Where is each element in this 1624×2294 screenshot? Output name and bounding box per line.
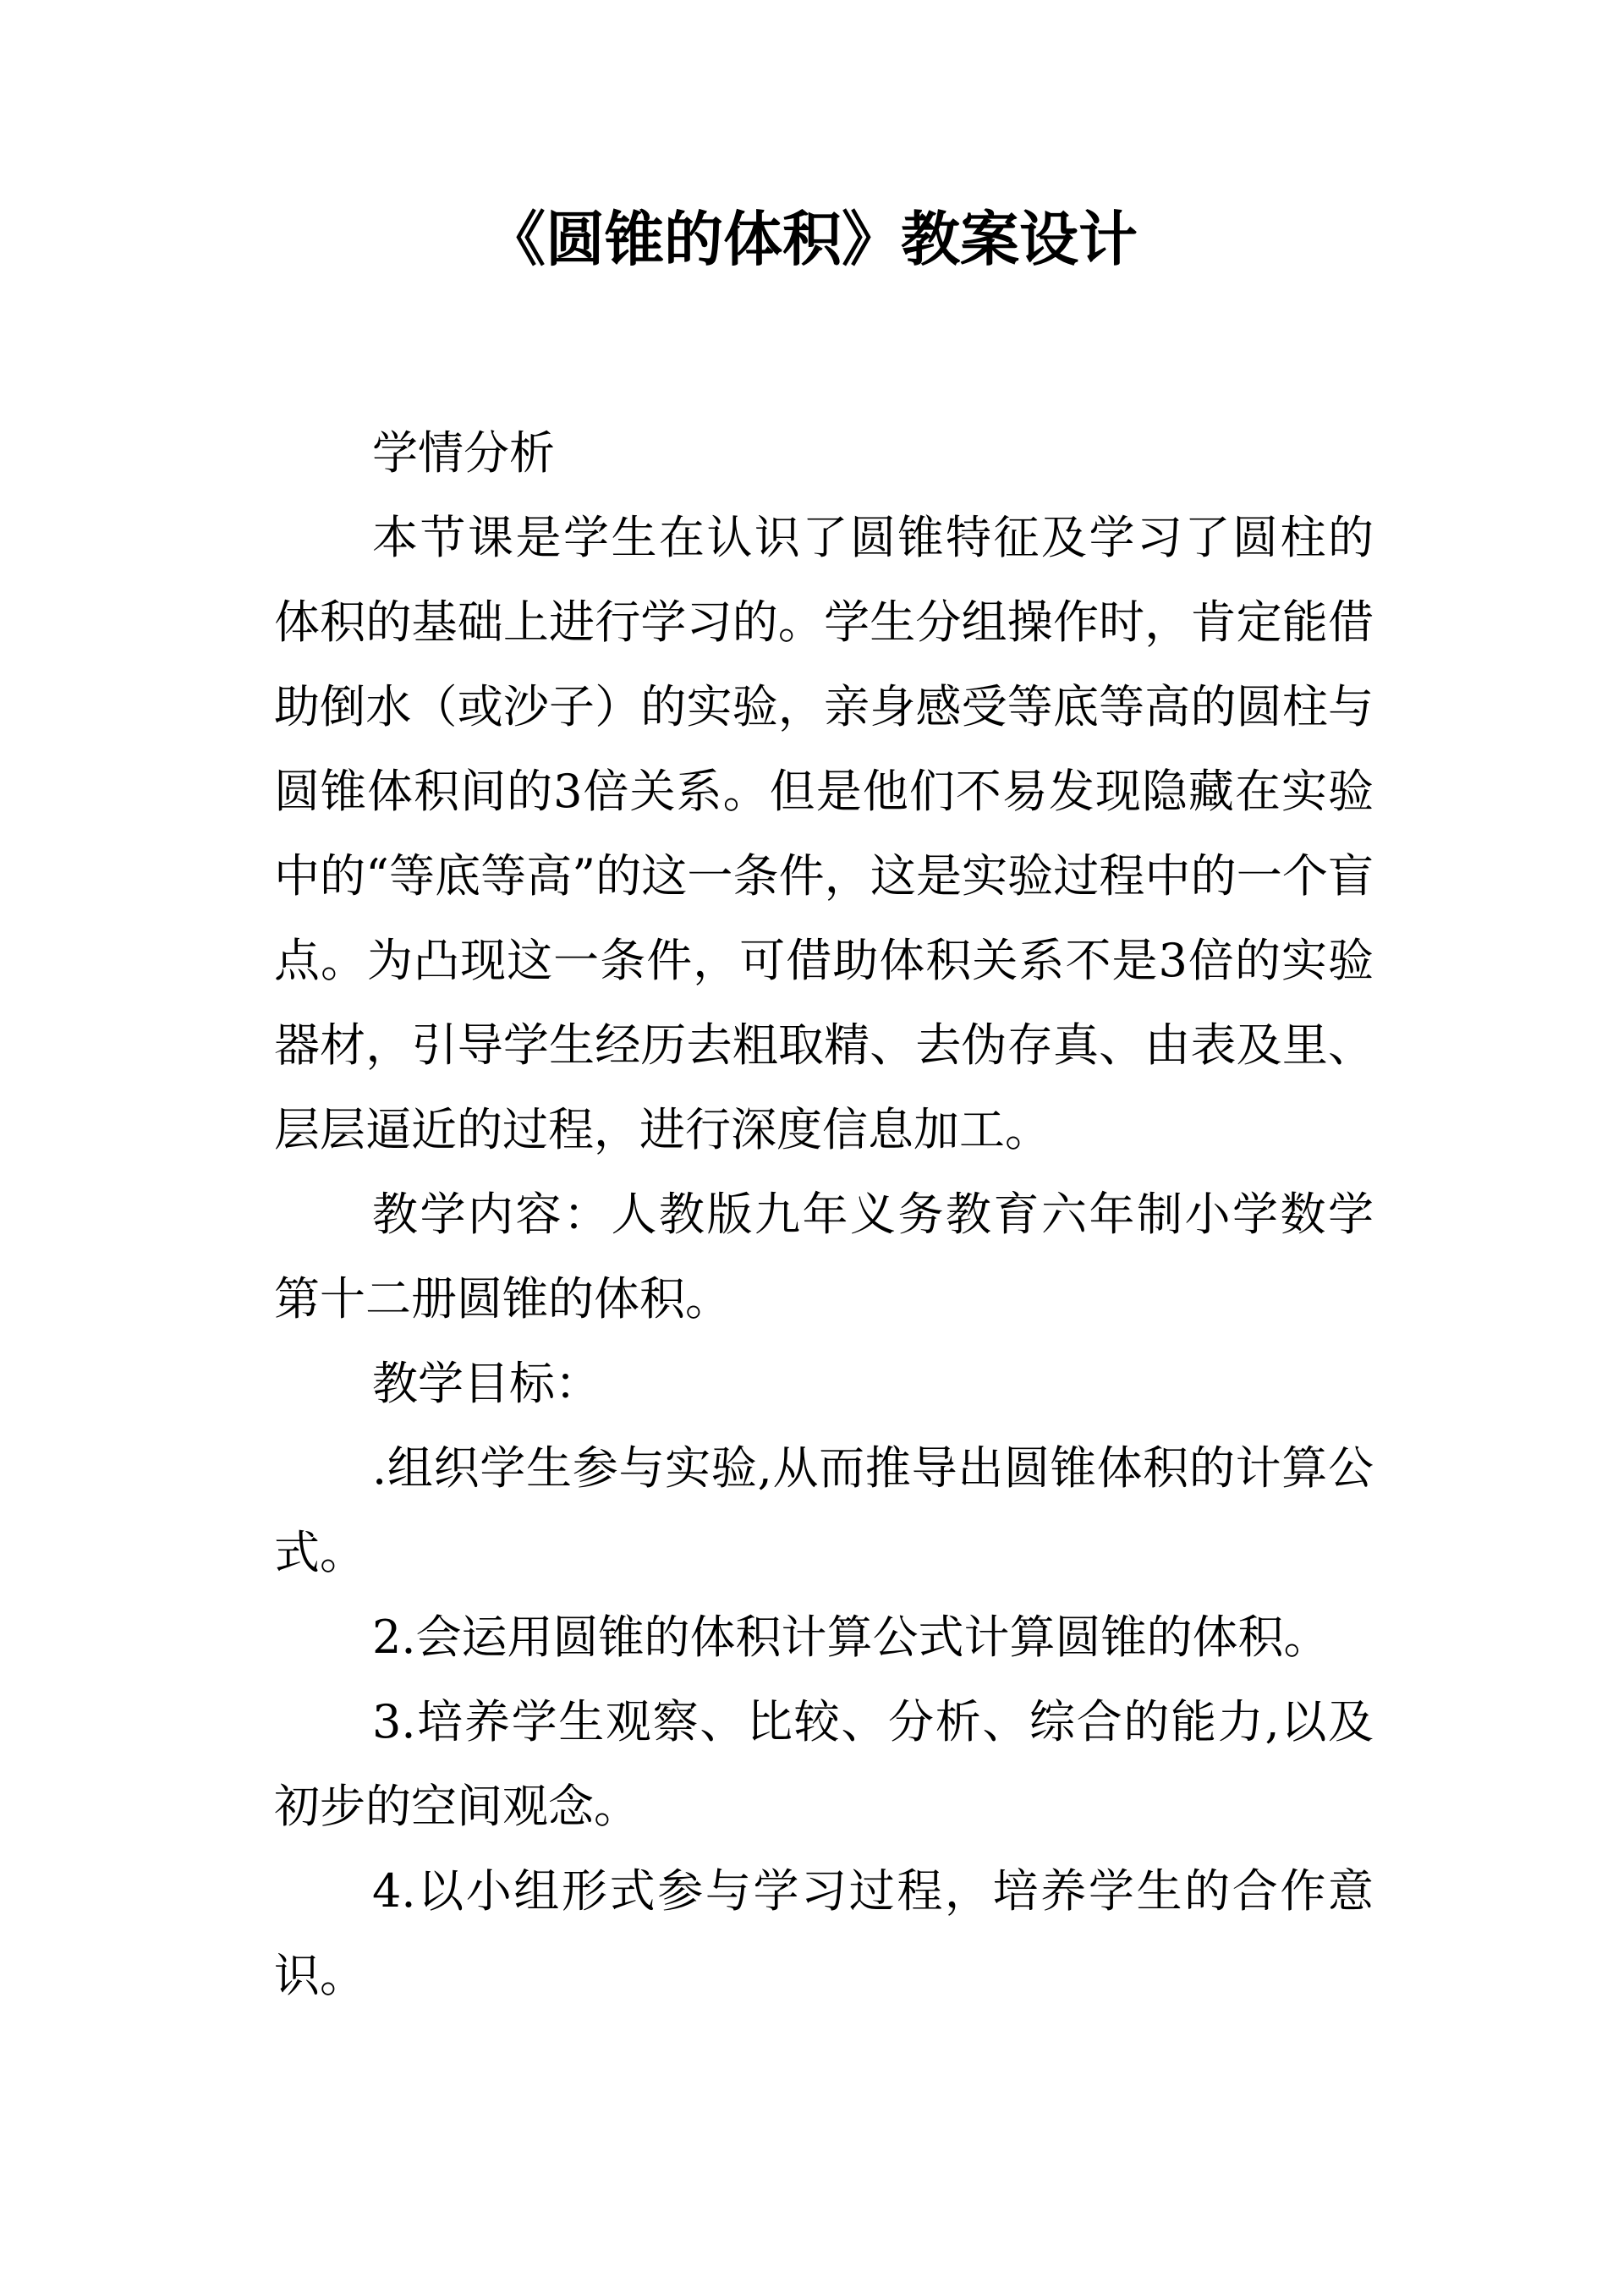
document-body	[274, 411, 1374, 2018]
objective-item: 2.会运用圆锥的体积计算公式计算圆锥的体积。	[372, 1611, 1330, 1664]
objective-item: 4.以小组形式参与学习过程，培养学生的合作意识。	[274, 1864, 1374, 2002]
section-heading-learning-analysis: 学情分析	[372, 426, 555, 480]
document-title: 《圆锥的体积》教案设计	[486, 205, 1138, 274]
objective-item: 3.培养学生观察、比较、分析、综合的能力,以及初步的空间观念。	[274, 1695, 1374, 1833]
objective-item: .组织学生参与实验,从而推导出圆锥体积的计算公式。	[274, 1441, 1374, 1579]
analysis-paragraph: 本节课是学生在认识了圆锥特征及学习了圆柱的体积的基础上进行学习的。学生分组操作时，肯定能借助倒水（或沙子）的实验，亲身感受等底等高的圆柱与圆锥体积间的3倍关系。但是他们不易发现隐藏在实验中的“等底等高”的这一条件，这是实验过程中的一个盲点。为凸现这一条件，可借助体积关系不是3倍的实验器材，引导学生经历去粗取精、去伪存真、由表及里、层层逼近的过程，进行深度信息加工。	[274, 511, 1374, 1156]
objectives-heading: 教学目标：	[372, 1357, 601, 1410]
teaching-content-paragraph: 教学内容：人教版九年义务教育六年制小学数学第十二册圆锥的体积。	[274, 1188, 1374, 1325]
